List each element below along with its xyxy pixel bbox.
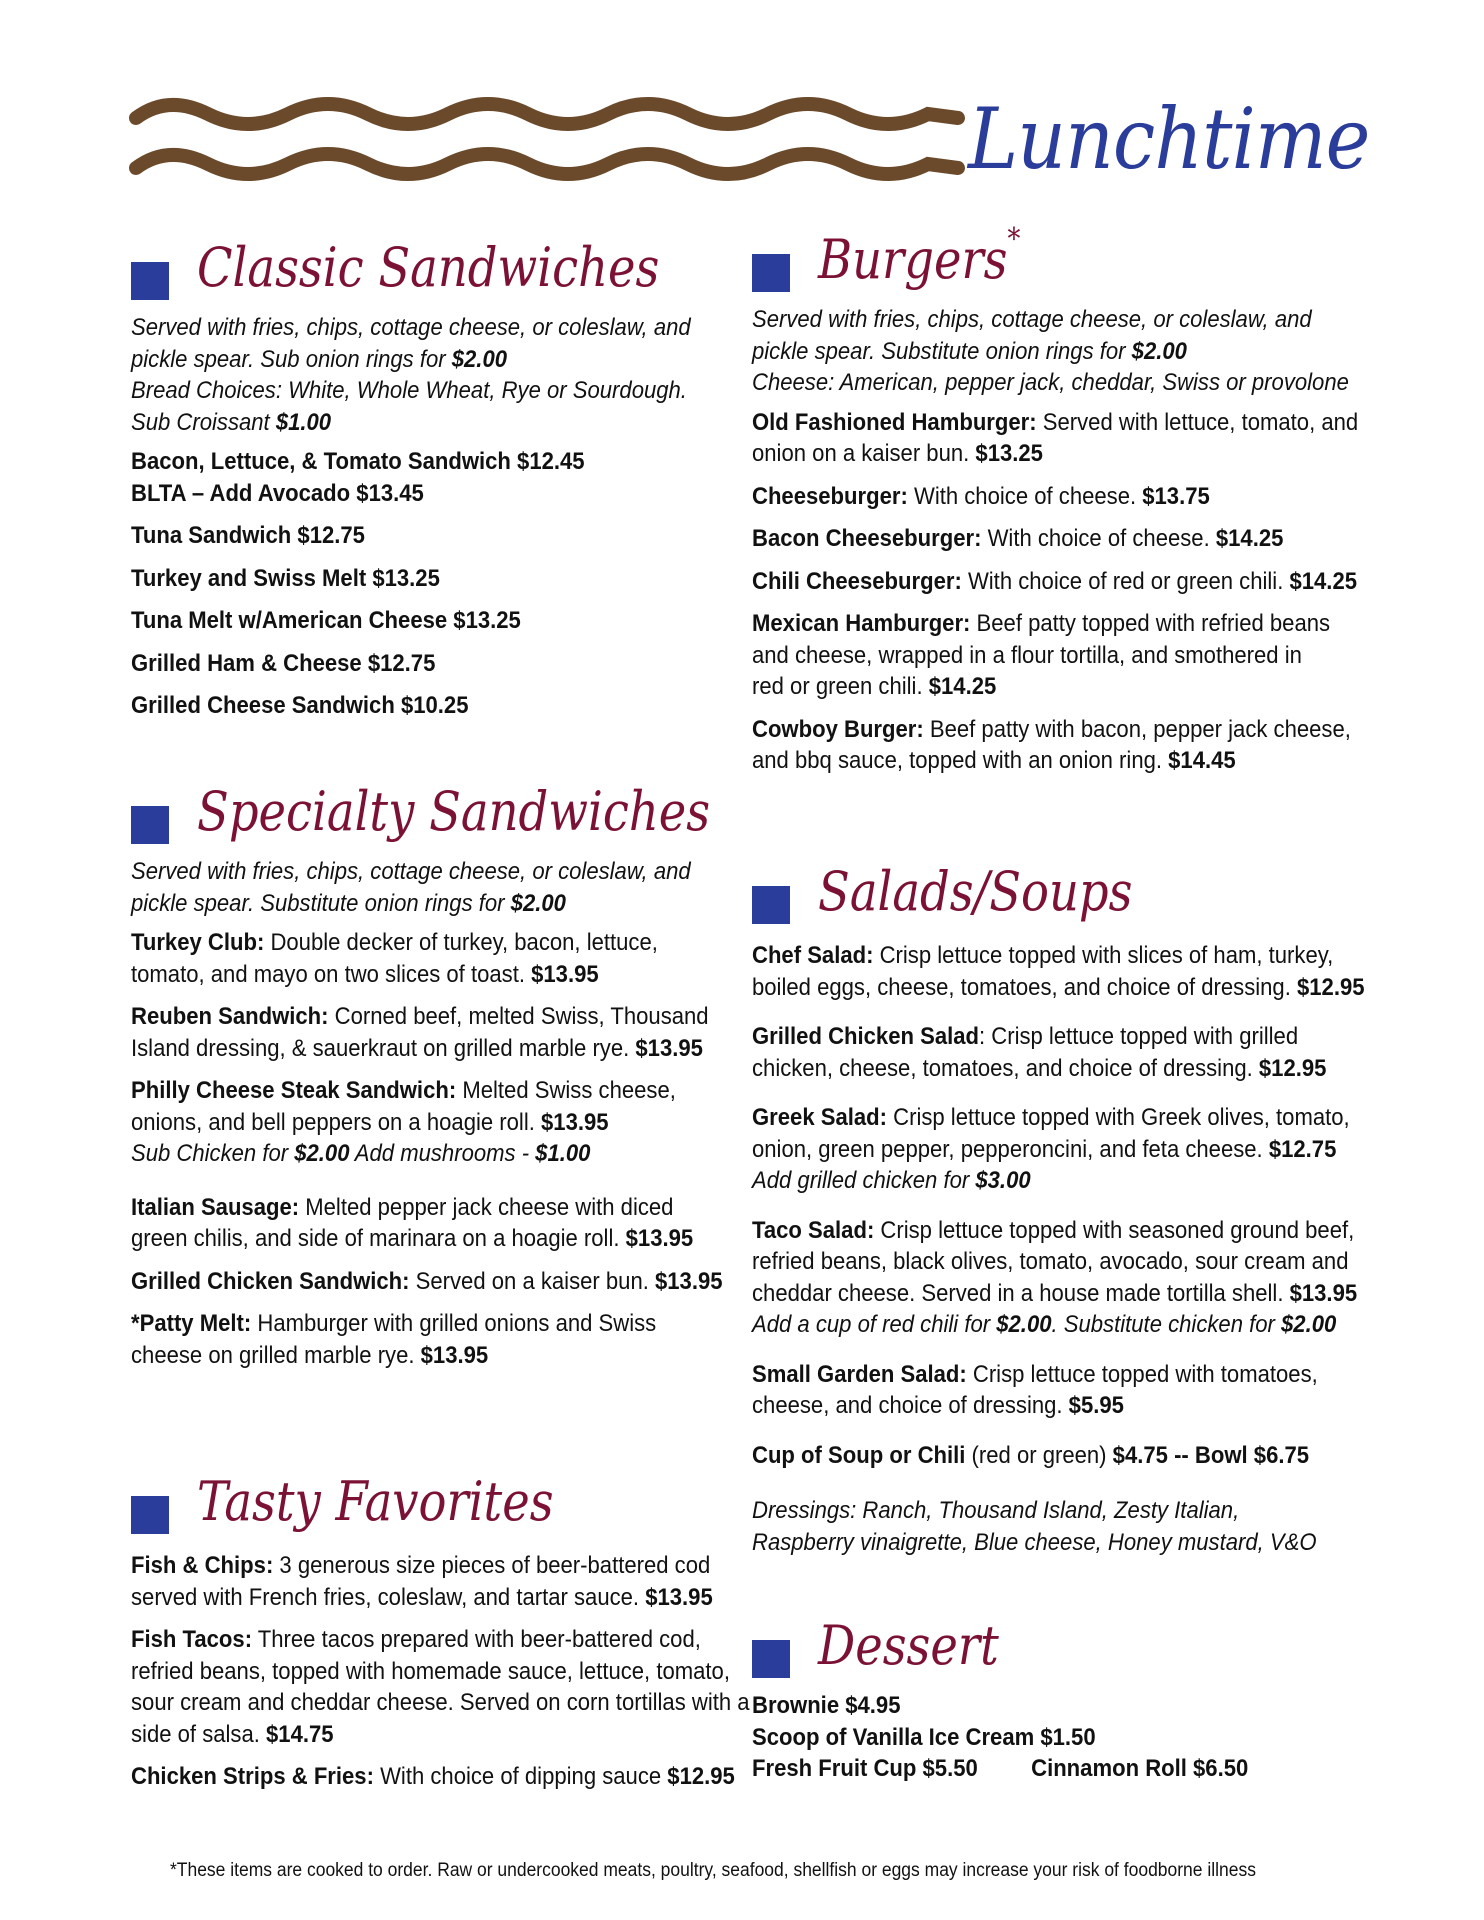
section-square-icon bbox=[752, 1640, 790, 1678]
menu-item: BLTA – Add Avocado $13.45 bbox=[131, 479, 424, 507]
section-title: Burgers* bbox=[818, 222, 1021, 291]
section-title: Classic Sandwiches bbox=[197, 236, 660, 299]
section-square-icon bbox=[131, 806, 169, 844]
section-square-icon bbox=[131, 1496, 169, 1534]
menu-banner bbox=[128, 80, 1368, 200]
section-square-icon bbox=[131, 262, 169, 300]
dressings-note: Dressings: Ranch, Thousand Island, Zesty Italian, Raspberry vinaigrette, Blue cheese, Honey mustard, V&O bbox=[752, 1497, 1317, 1556]
menu-item: Chili Cheeseburger: With choice of red or green chili. $14.25 bbox=[752, 567, 1358, 595]
menu-item-list bbox=[752, 1690, 1368, 1785]
menu-item: Grilled Chicken Salad: Crisp lettuce topped with grilled chicken, cheese, tomatoes, and choice of dressing. $12.95 bbox=[752, 1023, 1327, 1082]
intro-line: Sub Croissant $1.00 bbox=[131, 408, 332, 436]
intro-line: Bread Choices: White, Whole Wheat, Rye or Sourdough. bbox=[131, 377, 687, 404]
section-title: Tasty Favorites bbox=[197, 1470, 554, 1533]
menu-item: *Patty Melt: Hamburger with grilled onions and Swiss cheese on grilled marble rye. $13.95 bbox=[131, 1310, 657, 1369]
intro-line: pickle spear. Sub onion rings for $2.00 bbox=[131, 345, 508, 373]
menu-item: Small Garden Salad: Crisp lettuce topped with tomatoes, cheese, and choice of dressing. $5.95 bbox=[752, 1360, 1318, 1419]
menu-item: Old Fashioned Hamburger: Served with lettuce, tomato, and onion on a kaiser bun. $13.25 bbox=[752, 408, 1359, 467]
section-heading bbox=[752, 1610, 1372, 1690]
section-specialty-sandwiches bbox=[131, 776, 741, 1382]
menu-item: Chef Salad: Crisp lettuce topped with slices of ham, turkey, boiled eggs, cheese, tomatoes, and choice of dressing. $12.95 bbox=[752, 942, 1365, 1001]
menu-item-list bbox=[752, 940, 1368, 1558]
menu-item: Brownie $4.95 bbox=[752, 1692, 901, 1719]
section-heading bbox=[131, 776, 741, 856]
section-title: Specialty Sandwiches bbox=[197, 780, 711, 843]
menu-item: Grilled Cheese Sandwich $10.25 bbox=[131, 692, 469, 719]
section-classic-sandwiches bbox=[131, 232, 741, 733]
menu-item: Cowboy Burger: Beef patty with bacon, pepper jack cheese, and bbq sauce, topped with an onion ring. $14.45 bbox=[752, 715, 1351, 774]
section-dessert bbox=[752, 1610, 1372, 1785]
food-safety-disclaimer: *These items are cooked to order. Raw or undercooked meats, poultry, seafood, shellfish or eggs may increase your risk of foodborne illness bbox=[170, 1860, 1256, 1881]
menu-item: Tuna Melt w/American Cheese $13.25 bbox=[131, 607, 521, 634]
section-title: Salads/Soups bbox=[818, 860, 1133, 923]
section-salads-soups bbox=[752, 856, 1372, 1566]
section-intro bbox=[752, 304, 1368, 399]
menu-item: Scoop of Vanilla Ice Cream $1.50 bbox=[752, 1723, 1096, 1751]
menu-item: Fresh Fruit Cup $5.50 Cinnamon Roll $6.50 bbox=[752, 1755, 1249, 1782]
intro-line: pickle spear. Substitute onion rings for $2.00 bbox=[752, 337, 1187, 365]
wave-decoration-icon bbox=[128, 88, 968, 198]
menu-item: Taco Salad: Crisp lettuce topped with seasoned ground beef, refried beans, black olives, tomato, avocado, sour cream and cheddar cheese. Served in a house made tortilla shell. $13.95 Add a cup of red chili for $2.00. Substitute chicken for $2.00 bbox=[752, 1216, 1358, 1338]
menu-item: Bacon Cheeseburger: With choice of cheese. $14.25 bbox=[752, 525, 1284, 552]
section-heading bbox=[131, 232, 741, 312]
section-intro bbox=[131, 312, 737, 438]
menu-item: Tuna Sandwich $12.75 bbox=[131, 522, 365, 549]
menu-item: Mexican Hamburger: Beef patty topped with refried beans and cheese, wrapped in a flour tortilla, and smothered in red or green chili. $14.25 bbox=[752, 610, 1331, 700]
menu-item-list bbox=[131, 927, 737, 1371]
section-square-icon bbox=[752, 886, 790, 924]
menu-item: Grilled Ham & Cheese $12.75 bbox=[131, 649, 436, 677]
section-title: Dessert bbox=[818, 1614, 999, 1677]
menu-item-list bbox=[131, 1550, 750, 1793]
page-title: Lunchtime bbox=[968, 90, 1370, 188]
menu-item: Reuben Sandwich: Corned beef, melted Swiss, Thousand Island dressing, & sauerkraut on grilled marble rye. $13.95 bbox=[131, 1003, 709, 1062]
menu-item: Italian Sausage: Melted pepper jack cheese with diced green chilis, and side of marinara on a hoagie roll. $13.95 bbox=[131, 1193, 694, 1252]
menu-item-list bbox=[131, 446, 737, 722]
menu-item: Fish Tacos: Three tacos prepared with beer-battered cod, refried beans, topped with homemade sauce, lettuce, tomato, sour cream and cheddar cheese. Served on corn tortillas with a side of salsa. $14.75 bbox=[131, 1626, 750, 1748]
menu-item: Turkey and Swiss Melt $13.25 bbox=[131, 564, 440, 592]
intro-line: Cheese: American, pepper jack, cheddar, Swiss or provolone bbox=[752, 369, 1349, 396]
menu-item-list bbox=[752, 407, 1368, 777]
menu-item: Fish & Chips: 3 generous size pieces of beer-battered cod served with French fries, coleslaw, and tartar sauce. $13.95 bbox=[131, 1552, 713, 1611]
menu-item: Turkey Club: Double decker of turkey, bacon, lettuce, tomato, and mayo on two slices of toast. $13.95 bbox=[131, 929, 658, 988]
menu-item: Bacon, Lettuce, & Tomato Sandwich $12.45 bbox=[131, 448, 585, 475]
intro-line: pickle spear. Substitute onion rings for $2.00 bbox=[131, 889, 566, 917]
section-intro bbox=[131, 856, 737, 919]
section-burgers bbox=[752, 224, 1372, 788]
section-heading bbox=[752, 856, 1372, 940]
soup-item: Cup of Soup or Chili (red or green) $4.75 -- Bowl $6.75 bbox=[752, 1441, 1310, 1469]
intro-line: Served with fries, chips, cottage cheese, or coleslaw, and bbox=[131, 314, 691, 341]
intro-line: Served with fries, chips, cottage cheese, or coleslaw, and bbox=[131, 858, 691, 885]
menu-item: Cheeseburger: With choice of cheese. $13.75 bbox=[752, 482, 1210, 510]
menu-item: Philly Cheese Steak Sandwich: Melted Swiss cheese, onions, and bell peppers on a hoagie roll. $13.95 Sub Chicken for $2.00 Add mushrooms - $1.00 bbox=[131, 1077, 676, 1167]
section-heading bbox=[752, 224, 1372, 304]
section-tasty-favorites bbox=[131, 1466, 750, 1804]
section-square-icon bbox=[752, 254, 790, 292]
menu-item: Chicken Strips & Fries: With choice of dipping sauce $12.95 bbox=[131, 1763, 735, 1790]
menu-item: Greek Salad: Crisp lettuce topped with Greek olives, tomato, onion, green pepper, pepperoncini, and feta cheese. $12.75 Add grilled chicken for $3.00 bbox=[752, 1104, 1350, 1194]
section-heading bbox=[131, 1466, 741, 1550]
intro-line: Served with fries, chips, cottage cheese, or coleslaw, and bbox=[752, 306, 1312, 333]
menu-item: Grilled Chicken Sandwich: Served on a kaiser bun. $13.95 bbox=[131, 1267, 723, 1295]
